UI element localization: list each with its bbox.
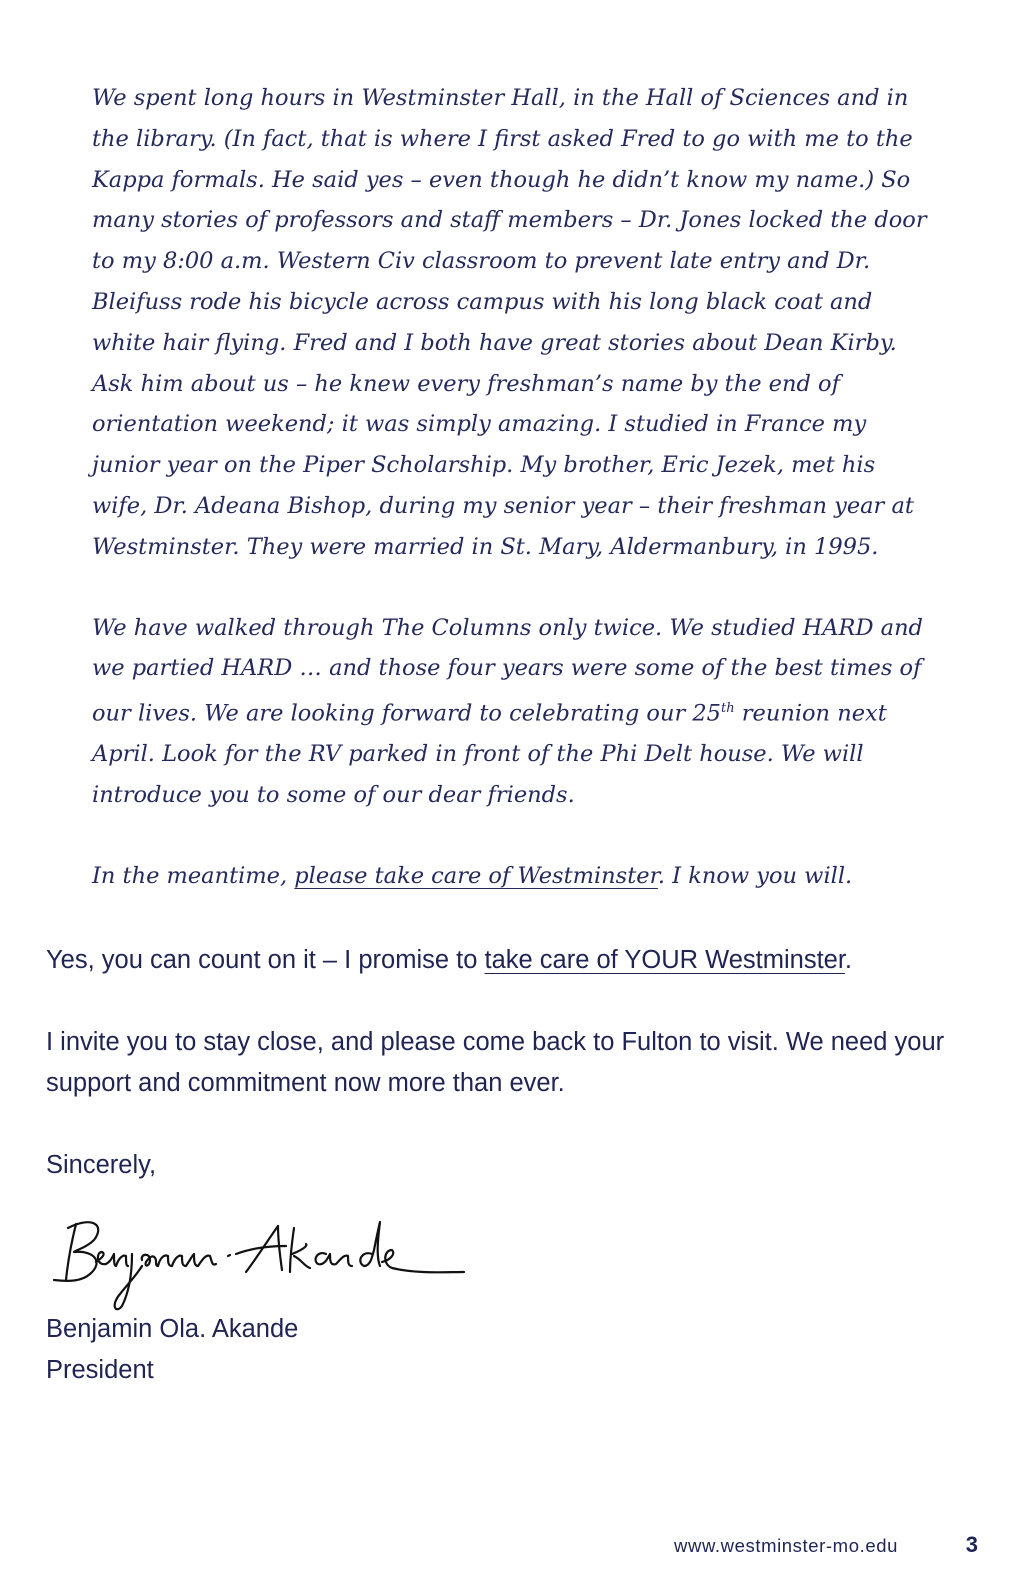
page-number: 3 [965, 1532, 978, 1557]
invite-paragraph [46, 1022, 976, 1104]
invite-text: I invite you to stay close, and please come back to Fulton to visit. We need your support and commitment now more than ever. [46, 1028, 945, 1097]
reply-prefix: Yes, you can count on it – I promise to [46, 946, 485, 974]
quote-underlined-phrase: please take care of Westminster [294, 863, 658, 890]
signer-title: President [46, 1355, 154, 1384]
quote-paragraph-3-suffix: . I know you will. [657, 863, 853, 890]
signer-block [46, 1309, 976, 1391]
reply-paragraph [46, 940, 976, 981]
letter-quote [92, 78, 932, 897]
closing [46, 1145, 976, 1186]
quote-paragraph-3 [92, 856, 932, 897]
quote-paragraph-2-part-1: We have walked through The Columns only twice. We studied HARD and we partied HARD … and those four years were some of the best times of our lives. We are looking forward to celebrating our 25 [92, 614, 923, 727]
reply-suffix: . [844, 946, 853, 974]
signer-name: Benjamin Ola. Akande [46, 1315, 299, 1343]
quote-paragraph-1: We spent long hours in Westminster Hall, in the Hall of Sciences and in the library. (In fact, that is where I first asked Fred to go with me to the Kappa formals. He said yes – even though he didn’t know my name.) So many stories of professors and staff members – Dr. Jones locked the door to my 8:00 a.m. Western Civ classroom to prevent late entry and Dr. Bleifuss rode his bicycle across campus with his long black coat and white hair flying. Fred and I both have great stories about Dean Kirby. Ask him about us – he knew every freshman’s name by the end of orientation weekend; it was simply amazing. I studied in France my junior year on the Piper Scholarship. My brother, Eric Jezek, met his wife, Dr. Adeana Bishop, during my senior year – their freshman year at Westminster. They were married in St. Mary, Aldermanbury, in 1995. [92, 85, 927, 560]
quote-paragraph-2 [92, 608, 932, 816]
footer-url: www.westminster-mo.edu [674, 1535, 898, 1556]
quote-paragraph-3-prefix: In the meantime, [92, 863, 295, 890]
ordinal-superscript: th [721, 701, 735, 717]
signature-image [46, 1210, 466, 1315]
closing-text: Sincerely, [46, 1151, 157, 1179]
quote-paragraph-2-part-2: reunion next April. Look for the RV parked in front of the Phi Delt house. We will introduce you to some of our dear friends. [92, 700, 887, 809]
reply-underlined-phrase: take care of YOUR Westminster [484, 946, 845, 974]
